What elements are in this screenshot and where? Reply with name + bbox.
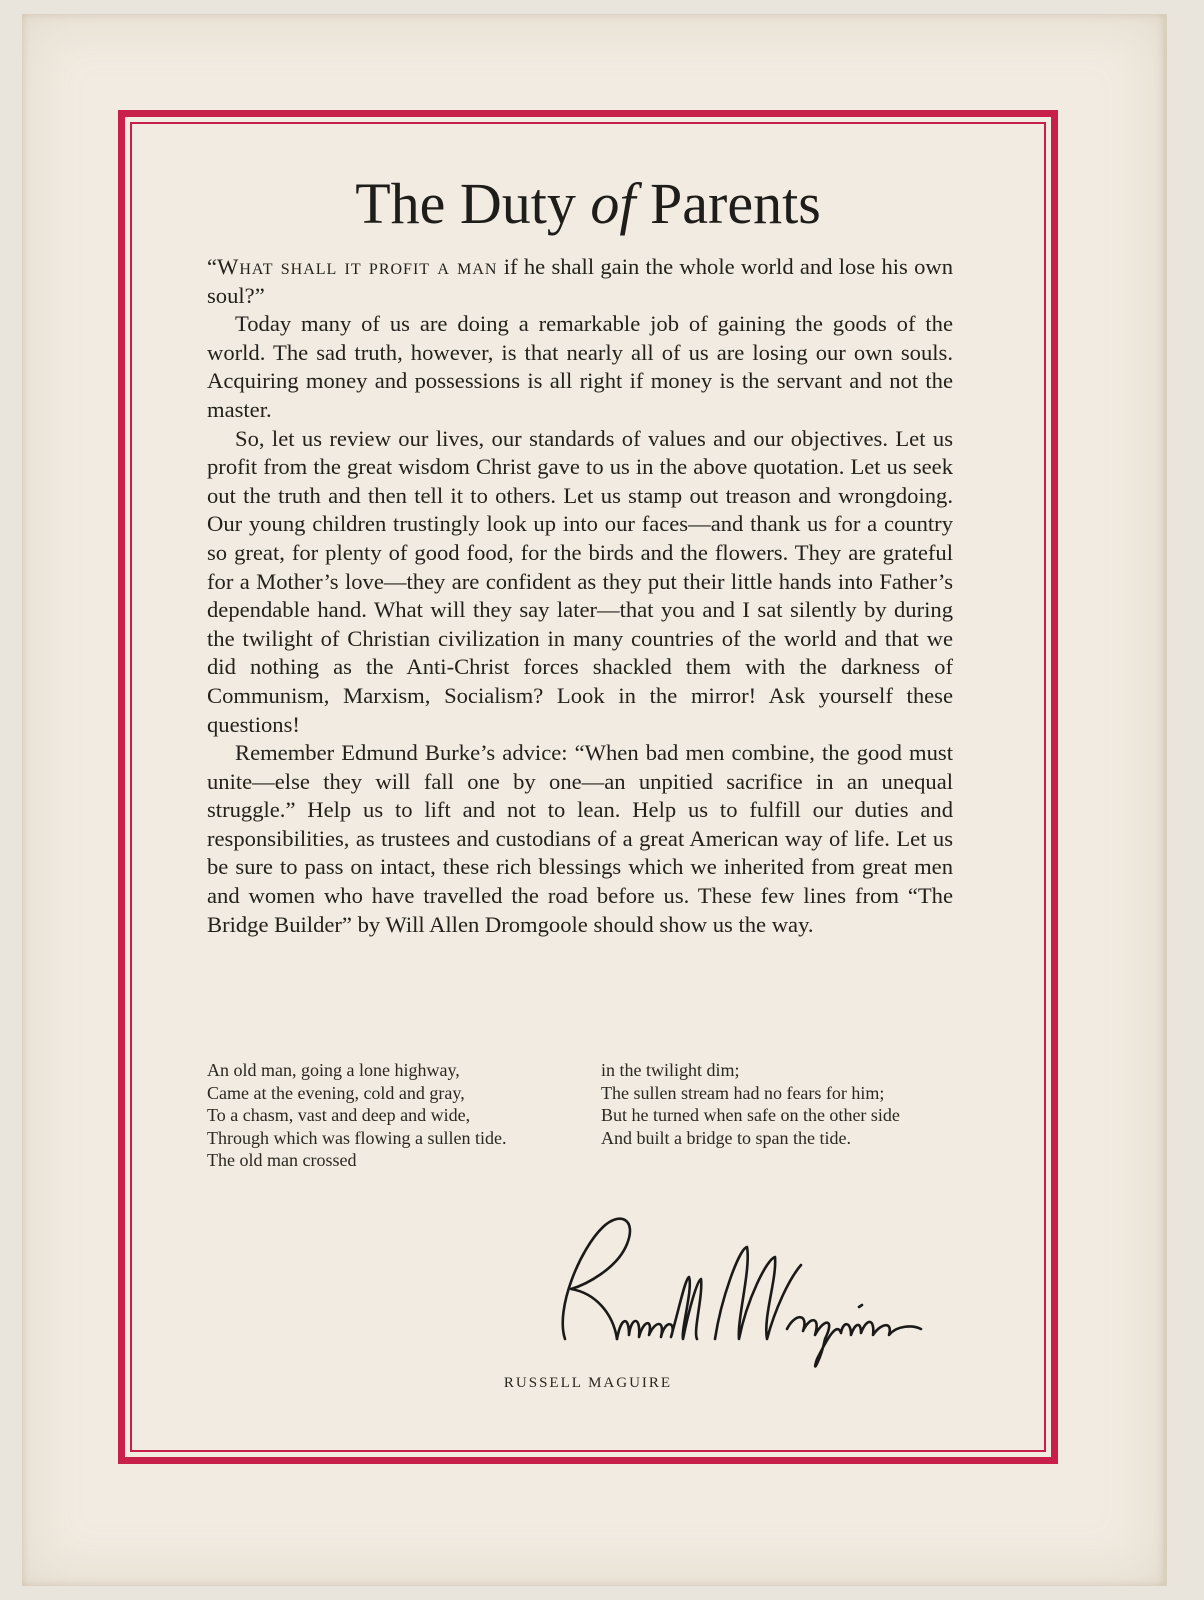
page-title xyxy=(125,171,1051,236)
paragraph-1-rest: if he shall gain the whole world and lose his own soul?” xyxy=(207,254,953,308)
opening-quote-mark: “ xyxy=(207,254,218,279)
poem-line: And built a bridge to span the tide. xyxy=(601,1127,851,1148)
poem-line: Through which was flowing a sullen tide. xyxy=(207,1127,507,1148)
poem-line: The old man crossed xyxy=(207,1150,357,1170)
title-part-of: of xyxy=(590,171,636,236)
poem-line: To a chasm, vast and deep and wide, xyxy=(207,1105,471,1125)
paragraph-2: Today many of us are doing a remarkable job of gaining the goods of the world. The sad truth, however, is that nearly all of us are losing our own souls. Acquiring money and possessions is all right if money is the servant and not the master. xyxy=(207,311,953,422)
poem-block xyxy=(207,1059,953,1172)
paragraph-1 xyxy=(207,253,953,310)
poem-line: But he turned when safe on the other side xyxy=(601,1105,900,1125)
opening-small-caps: What shall it profit a man xyxy=(217,254,498,279)
poem-line: in the twilight dim; xyxy=(601,1060,740,1080)
paragraph-3: So, let us review our lives, our standards of values and our objectives. Let us profit from the great wisdom Christ gave to us in the above quotation. Let us seek out the truth and then tell it to others. Let us stamp out treason and wrongdoing. Our young children trustingly look up into our faces—and thank us for a country so great, for plenty of good food, for the birds and the flowers. They are grateful for a Mother’s love—they are confident as they put their little hands into Father’s dependable hand. What will they say later—that you and I sat silently by during the twilight of Christian civilization in many countries of the world and that we did nothing as the Anti-Christ forces shackled them with the darkness of Communism, Marxism, Socialism? Look in the mirror! Ask yourself these questions! xyxy=(207,425,953,737)
red-border-frame xyxy=(118,110,1058,1464)
signatory-name: RUSSELL MAGUIRE xyxy=(503,1375,673,1391)
title-part-1: The Duty xyxy=(355,171,576,236)
poem-column-right xyxy=(601,1059,953,1172)
handwritten-signature xyxy=(525,1189,945,1389)
title-part-2: Parents xyxy=(650,171,821,236)
poem-line: An old man, going a lone highway, xyxy=(207,1060,460,1080)
poem-column-left xyxy=(207,1059,559,1172)
poem-line: Came at the evening, cold and gray, xyxy=(207,1082,465,1103)
article-body xyxy=(207,253,953,939)
paragraph-4: Remember Edmund Burke’s advice: “When bad men combine, the good must unite—else they will fall one by one—an unpitied sacrifice in an unequal struggle.” Help us to lift and not to lean. Help us to fulfill our duties and responsibilities, as trustees and custodians of a great American way of life. Let us be sure to pass on intact, these rich blessings which we inherited from great men and women who have travelled the road before us. These few lines from “The Bridge Builder” by Will Allen Dromgoole should show us the way. xyxy=(207,740,953,937)
poem-line: The sullen stream had no fears for him; xyxy=(601,1082,885,1103)
page-sheet xyxy=(22,14,1167,1586)
